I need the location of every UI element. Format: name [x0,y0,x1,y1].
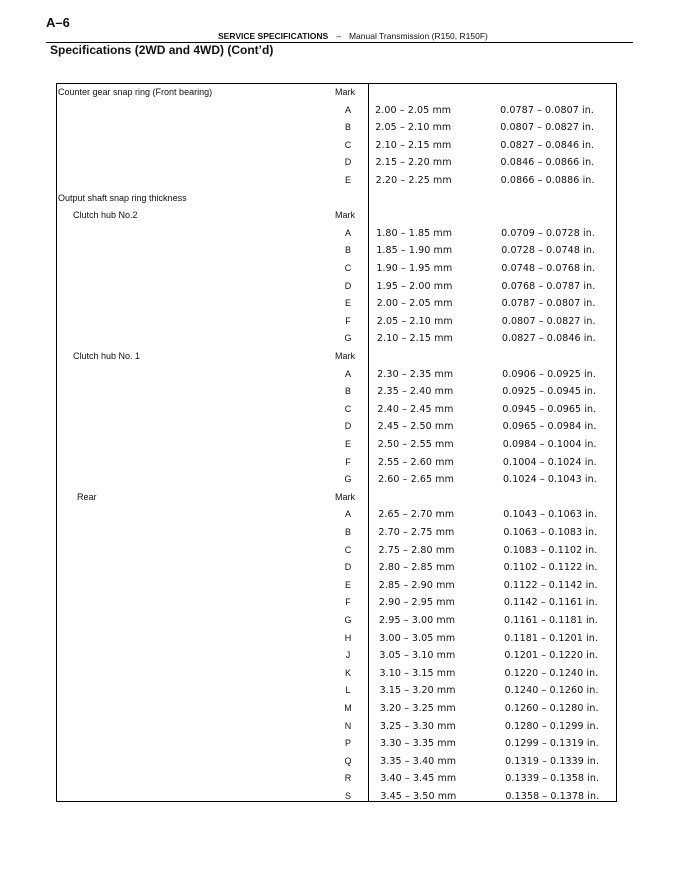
thickness-mm: 2.85 – 2.90 mm [378,579,455,591]
grade-mark: B [344,527,351,537]
spec-data-row [0,262,680,279]
grade-mark: D [344,280,352,291]
grade-mark: E [344,439,351,449]
spec-item-label: Output shaft snap ring thickness [58,192,187,203]
grade-mark: G [344,474,352,485]
grade-mark: E [344,579,351,590]
thickness-inch: 0.0925 – 0.0945 in. [502,386,597,398]
thickness-inch: 0.0728 – 0.0748 in. [501,245,596,257]
thickness-inch: 0.0866 – 0.0886 in. [500,175,595,186]
grade-mark: B [344,245,351,256]
spec-data-row [0,473,680,490]
grade-mark: S [344,791,351,801]
thickness-inch: 0.0807 – 0.0827 in. [501,315,596,327]
grade-mark: F [345,597,351,608]
spec-data-row [0,544,680,561]
grade-mark: F [345,315,351,326]
thickness-mm: 2.35 – 2.40 mm [377,386,454,398]
header-separator: – [336,31,341,41]
grade-mark: A [344,368,351,379]
thickness-mm: 2.00 – 2.05 mm [376,298,453,310]
page-number: A–6 [46,15,70,30]
thickness-inch: 0.0748 – 0.0768 in. [501,263,596,274]
grade-mark: N [344,720,352,731]
thickness-inch: 0.0709 – 0.0728 in. [501,227,595,239]
thickness-inch: 0.0787 – 0.0807 in. [501,298,596,310]
spec-data-row [0,667,680,684]
thickness-inch: 0.1319 – 0.1339 in. [505,755,599,767]
spec-data-row [0,227,680,244]
spec-data-row [0,790,680,807]
spec-group-row [0,491,680,508]
spec-data-row [0,139,680,156]
running-header [218,31,488,41]
thickness-mm: 2.60 – 2.65 mm [377,474,454,486]
grade-mark: G [344,333,352,344]
thickness-mm: 2.30 – 2.35 mm [377,368,454,380]
thickness-inch: 0.1063 – 0.1083 in. [503,527,598,538]
thickness-mm: 2.95 – 3.00 mm [379,615,456,626]
grade-mark: K [344,667,351,678]
thickness-mm: 2.90 – 2.95 mm [378,597,455,609]
grade-mark: M [344,703,352,713]
thickness-inch: 0.1201 – 0.1220 in. [504,650,599,662]
spec-data-row [0,720,680,737]
grade-mark: Q [344,755,352,766]
grade-mark: E [344,175,351,185]
thickness-inch: 0.1004 – 0.1024 in. [502,456,597,468]
grade-mark: H [344,632,352,643]
thickness-mm: 1.95 – 2.00 mm [376,280,453,292]
grade-mark: D [344,421,352,432]
spec-data-row [0,420,680,437]
spec-data-row [0,297,680,314]
grade-mark: C [344,139,352,150]
thickness-inch: 0.1181 – 0.1201 in. [504,632,599,644]
thickness-inch: 0.0807 – 0.0827 in. [500,122,595,134]
grade-mark: C [344,544,352,555]
thickness-inch: 0.0827 – 0.0846 in. [500,139,595,151]
grade-mark: F [345,456,351,467]
grade-mark: A [344,227,351,238]
thickness-inch: 0.1240 – 0.1260 in. [504,685,599,697]
thickness-mm: 2.00 – 2.05 mm [375,104,452,116]
thickness-inch: 0.1102 – 0.1122 in. [503,562,598,574]
thickness-mm: 3.45 – 3.50 mm [380,791,457,802]
thickness-inch: 0.0965 – 0.0984 in. [502,421,597,433]
thickness-inch: 0.1043 – 0.1063 in. [503,509,598,521]
thickness-inch: 0.0906 – 0.0925 in. [502,368,597,380]
spec-data-row [0,632,680,649]
grade-mark: A [344,509,351,520]
spec-group-row [0,86,680,103]
thickness-inch: 0.1220 – 0.1240 in. [504,667,599,679]
thickness-mm: 2.65 – 2.70 mm [378,509,455,521]
thickness-mm: 2.45 – 2.50 mm [377,421,454,433]
spec-data-row [0,702,680,719]
thickness-mm: 3.10 – 3.15 mm [379,667,456,679]
thickness-mm: 2.10 – 2.15 mm [375,139,452,151]
spec-data-row [0,332,680,349]
grade-mark: C [344,263,352,273]
thickness-mm: 2.05 – 2.10 mm [376,315,453,327]
spec-data-row [0,526,680,543]
mark-column-heading: Mark [335,87,355,97]
thickness-inch: 0.0787 – 0.0807 in. [500,104,594,116]
thickness-mm: 3.15 – 3.20 mm [379,685,456,697]
spec-data-row [0,614,680,631]
spec-data-row [0,737,680,754]
spec-data-row [0,121,680,138]
spec-data-row [0,456,680,473]
spec-item-label: Rear [77,491,97,502]
grade-mark: P [344,738,351,749]
grade-mark: D [344,562,352,573]
grade-mark: A [344,104,351,115]
mark-column-heading: Mark [335,351,355,361]
thickness-inch: 0.0846 – 0.0866 in. [500,157,595,169]
spec-data-row [0,508,680,525]
thickness-mm: 2.20 – 2.25 mm [375,175,452,186]
spec-data-row [0,244,680,261]
thickness-mm: 2.15 – 2.20 mm [375,157,452,169]
grade-mark: B [344,386,351,397]
grade-mark: L [345,685,351,696]
spec-group-row [0,192,680,209]
spec-data-row [0,174,680,191]
thickness-mm: 2.40 – 2.45 mm [377,403,454,415]
spec-data-row [0,280,680,297]
spec-data-row [0,772,680,789]
thickness-inch: 0.1358 – 0.1378 in. [505,791,600,802]
thickness-inch: 0.1122 – 0.1142 in. [503,579,598,591]
spec-data-row [0,368,680,385]
header-section: SERVICE SPECIFICATIONS [218,31,329,41]
grade-mark: J [345,650,351,661]
spec-data-row [0,156,680,173]
thickness-mm: 3.20 – 3.25 mm [379,703,456,714]
thickness-mm: 1.85 – 1.90 mm [376,245,453,257]
spec-data-row [0,403,680,420]
spec-data-row [0,649,680,666]
spec-data-row [0,104,680,121]
thickness-mm: 1.80 – 1.85 mm [376,227,453,239]
thickness-mm: 1.90 – 1.95 mm [376,263,453,274]
thickness-mm: 2.70 – 2.75 mm [378,527,455,538]
thickness-mm: 2.80 – 2.85 mm [378,562,455,574]
thickness-mm: 3.35 – 3.40 mm [380,755,457,767]
spec-data-row [0,755,680,772]
thickness-inch: 0.0945 – 0.0965 in. [502,403,597,415]
thickness-mm: 3.40 – 3.45 mm [380,773,457,785]
grade-mark: B [344,122,351,133]
mark-column-heading: Mark [335,210,355,221]
thickness-mm: 2.10 – 2.15 mm [376,333,453,345]
thickness-mm: 3.05 – 3.10 mm [379,650,456,662]
spec-item-label: Clutch hub No. 1 [73,351,141,361]
thickness-inch: 0.0768 – 0.0787 in. [501,280,596,292]
mark-column-heading: Mark [335,491,355,502]
thickness-inch: 0.1142 – 0.1161 in. [503,597,598,609]
spec-group-row [0,350,680,367]
spec-data-row [0,596,680,613]
spec-data-row [0,315,680,332]
thickness-inch: 0.1260 – 0.1280 in. [504,703,599,714]
spec-data-row [0,385,680,402]
thickness-inch: 0.1083 – 0.1102 in. [503,544,598,556]
thickness-inch: 0.1299 – 0.1319 in. [504,738,599,750]
grade-mark: D [344,157,352,168]
grade-mark: C [344,403,352,414]
spec-item-label: Counter gear snap ring (Front bearing) [58,87,213,97]
thickness-mm: 2.75 – 2.80 mm [378,544,455,556]
page-title: Specifications (2WD and 4WD) (Cont’d) [50,43,274,57]
thickness-mm: 3.30 – 3.35 mm [379,738,457,750]
header-subject: Manual Transmission (R150, R150F) [348,31,488,41]
thickness-inch: 0.1161 – 0.1181 in. [504,615,598,626]
thickness-inch: 0.1280 – 0.1299 in. [504,720,599,732]
thickness-mm: 3.00 – 3.05 mm [379,632,456,644]
grade-mark: E [344,298,351,309]
grade-mark: G [344,615,352,625]
spec-group-row [0,209,680,226]
thickness-mm: 2.05 – 2.10 mm [375,122,452,134]
thickness-inch: 0.1339 – 0.1358 in. [505,773,600,785]
spec-data-row [0,561,680,578]
spec-data-row [0,684,680,701]
thickness-mm: 2.55 – 2.60 mm [377,456,454,468]
thickness-mm: 3.25 – 3.30 mm [379,720,456,732]
spec-data-row [0,579,680,596]
thickness-inch: 0.0984 – 0.1004 in. [502,439,597,450]
spec-data-row [0,438,680,455]
thickness-mm: 2.50 – 2.55 mm [377,439,454,450]
spec-item-label: Clutch hub No.2 [73,210,138,221]
thickness-inch: 0.1024 – 0.1043 in. [502,474,597,486]
thickness-inch: 0.0827 – 0.0846 in. [501,333,596,345]
grade-mark: R [344,773,352,784]
